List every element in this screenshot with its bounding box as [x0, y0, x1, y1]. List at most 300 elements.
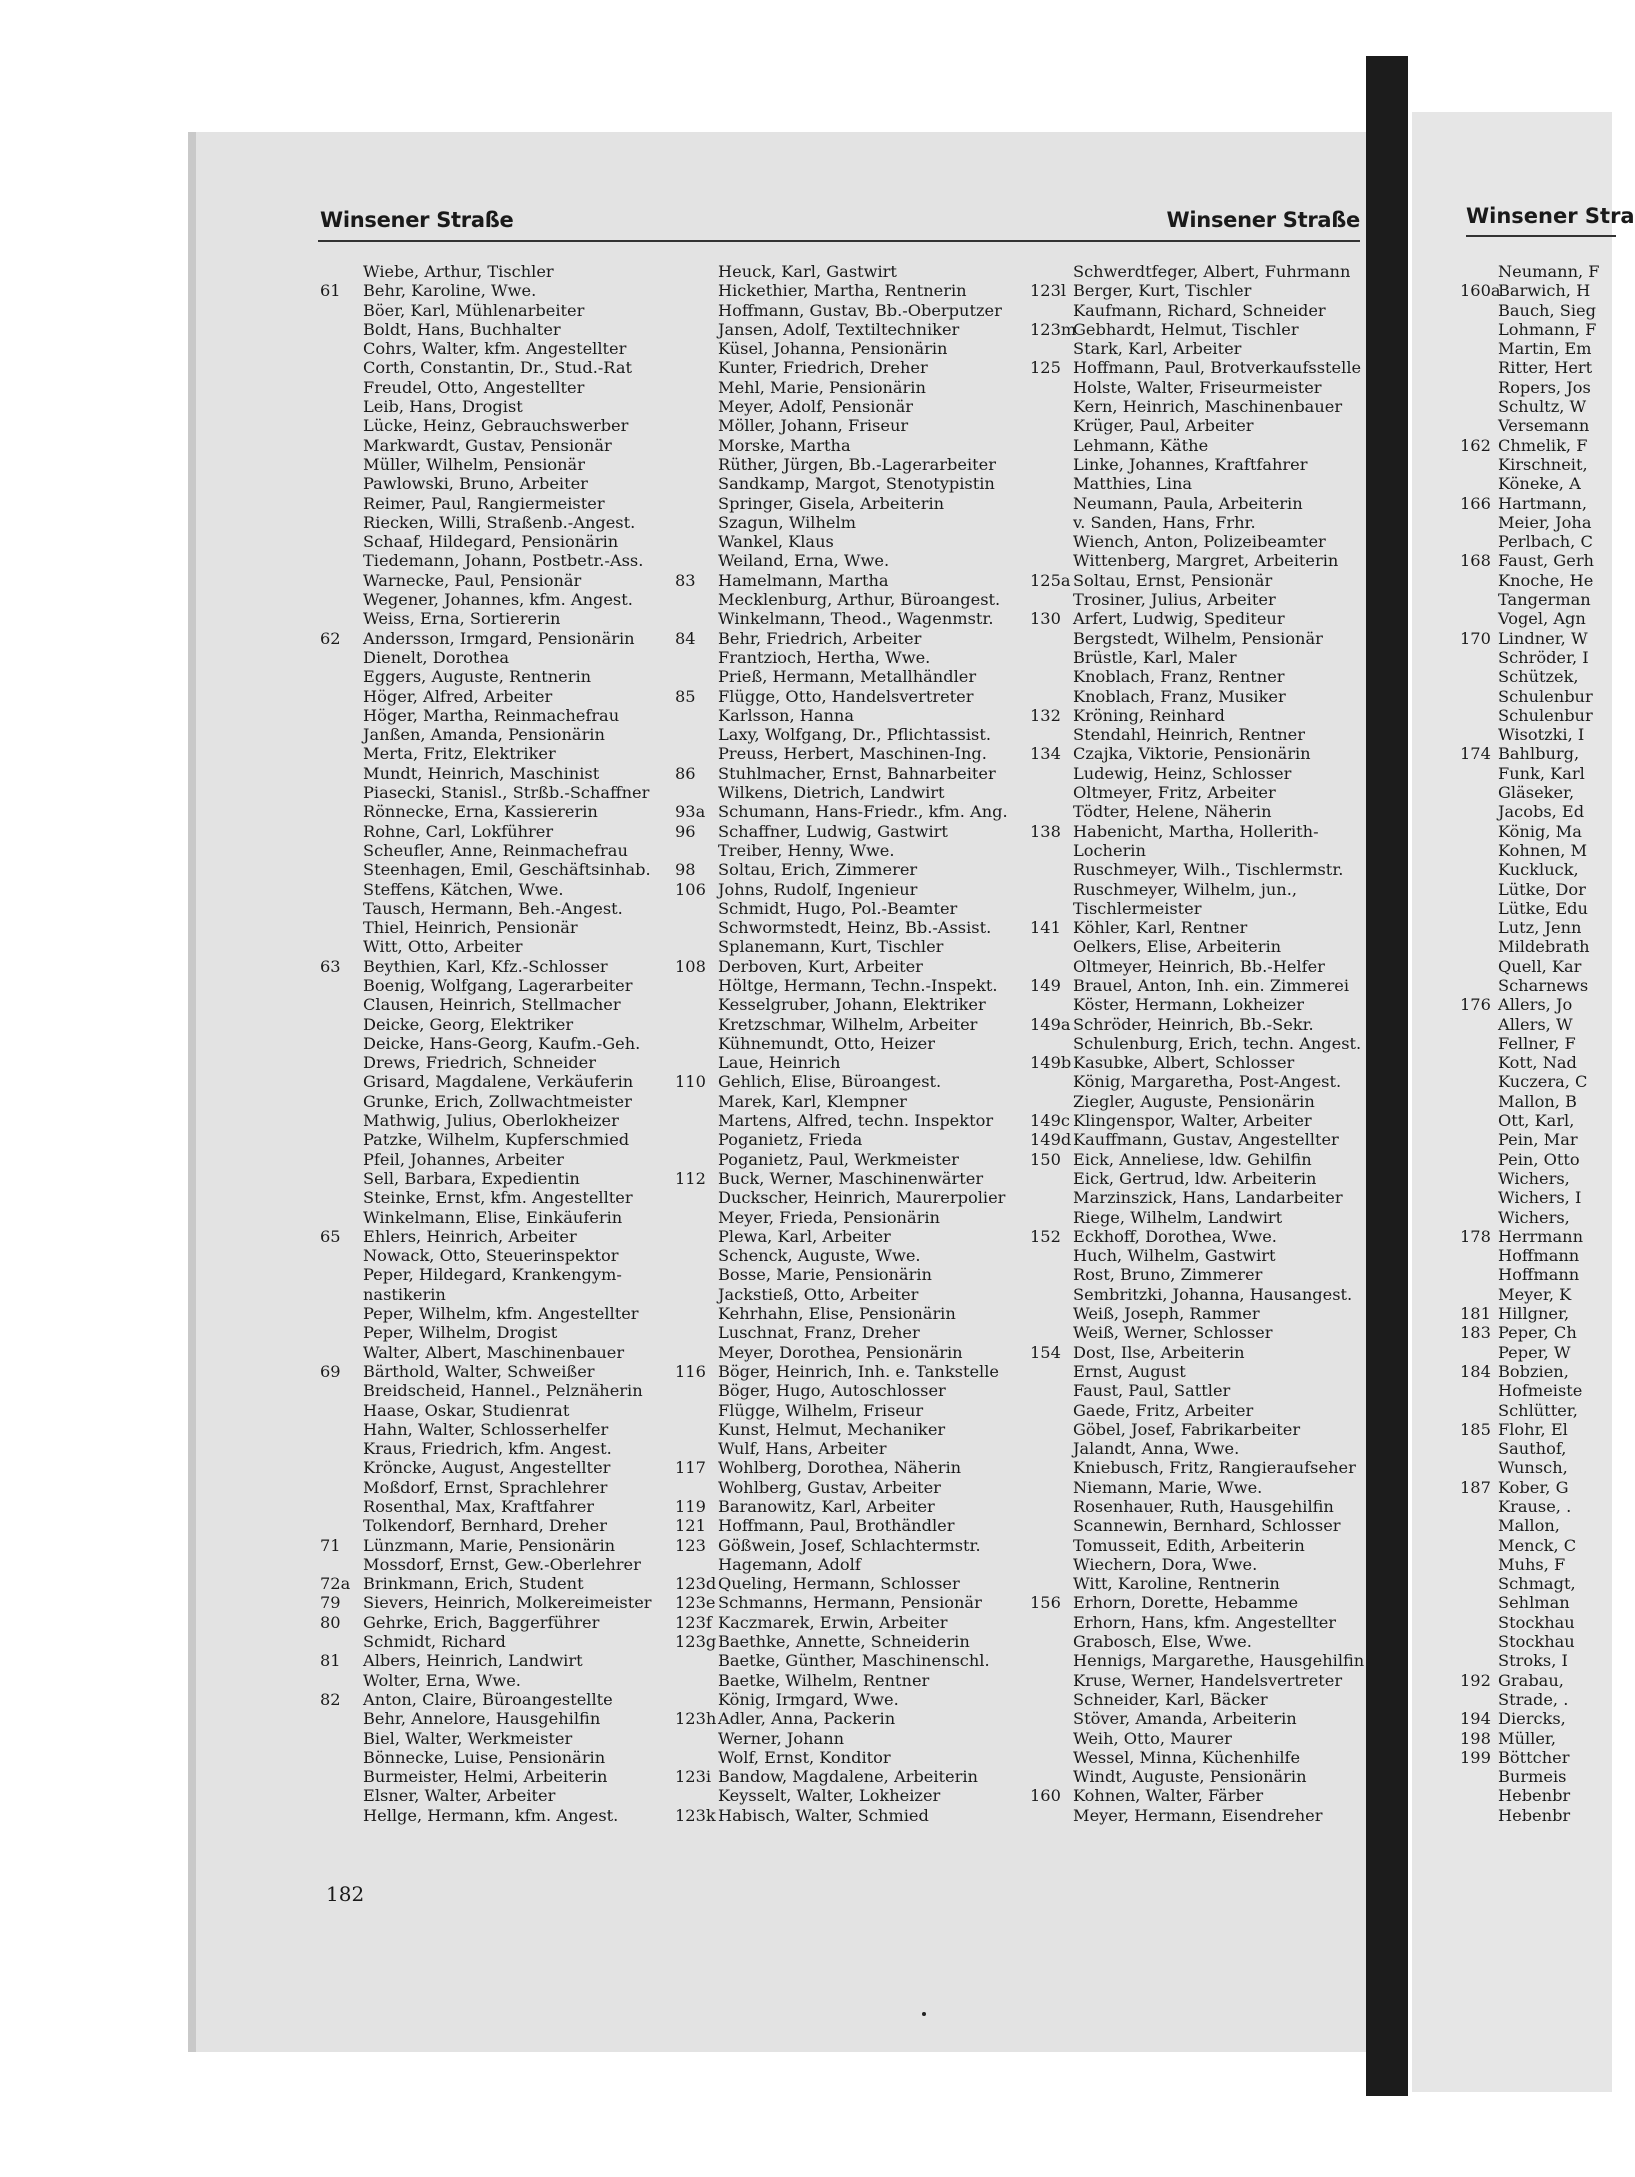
directory-entry	[675, 822, 1020, 841]
directory-entry	[1460, 378, 1620, 397]
resident-entry: Stöver, Amanda, Arbeiterin	[1073, 1709, 1297, 1729]
resident-entry: Biel, Walter, Werkmeister	[363, 1728, 573, 1748]
house-number: 108	[675, 956, 706, 976]
resident-entry: Sievers, Heinrich, Molkereimeister	[363, 1593, 652, 1613]
directory-entry	[320, 1516, 665, 1535]
resident-entry: Hofmeiste	[1498, 1381, 1583, 1401]
resident-entry: Müller,	[1498, 1728, 1557, 1748]
resident-entry: Werner, Johann	[718, 1728, 845, 1748]
directory-entry	[1030, 687, 1375, 706]
resident-entry: Kniebusch, Fritz, Rangieraufseher	[1073, 1458, 1356, 1478]
directory-entry	[675, 1401, 1020, 1420]
directory-entry	[1030, 571, 1375, 590]
resident-entry: Moßdorf, Ernst, Sprachlehrer	[363, 1477, 608, 1497]
resident-entry: Hoffmann, Paul, Brothändler	[718, 1516, 955, 1536]
directory-entry	[1460, 339, 1620, 358]
directory-entry	[675, 339, 1020, 358]
resident-entry: Riecken, Willi, Straßenb.-Angest.	[363, 512, 636, 532]
directory-entry	[1030, 1632, 1375, 1651]
directory-entry	[320, 416, 665, 435]
resident-entry: König, Irmgard, Wwe.	[718, 1689, 899, 1709]
resident-entry: Dienelt, Dorothea	[363, 647, 510, 667]
resident-entry: Peper, Hildegard, Krankengym-	[363, 1265, 622, 1285]
directory-entry	[320, 590, 665, 609]
resident-entry: Kruse, Werner, Handelsvertreter	[1073, 1670, 1343, 1690]
house-number: 199	[1460, 1747, 1491, 1767]
resident-entry: Bärthold, Walter, Schweißer	[363, 1361, 595, 1381]
directory-entry	[1460, 571, 1620, 590]
directory-entry	[320, 957, 665, 976]
directory-entry	[320, 1381, 665, 1400]
resident-entry: Muhs, F	[1498, 1554, 1566, 1574]
house-number: 71	[320, 1535, 341, 1555]
directory-entry	[1460, 1709, 1620, 1728]
directory-entry	[320, 1362, 665, 1381]
house-number: 123d	[675, 1574, 717, 1594]
directory-entry	[1030, 1709, 1375, 1728]
directory-entry	[320, 629, 665, 648]
directory-entry	[320, 744, 665, 763]
directory-entry	[1030, 1729, 1375, 1748]
directory-entry	[320, 513, 665, 532]
house-number: 93a	[675, 802, 706, 822]
directory-entry	[320, 1709, 665, 1728]
resident-entry: Wohlberg, Dorothea, Näherin	[718, 1458, 962, 1478]
resident-entry: Leib, Hans, Drogist	[363, 397, 523, 417]
resident-entry: Grabau,	[1498, 1670, 1564, 1690]
directory-entry	[1460, 1516, 1620, 1535]
resident-entry: Albers, Heinrich, Landwirt	[363, 1651, 583, 1671]
directory-entry	[1460, 1053, 1620, 1072]
resident-entry: Kohnen, M	[1498, 840, 1588, 860]
resident-entry: Schwormstedt, Heinz, Bb.-Assist.	[718, 918, 992, 938]
directory-entry	[320, 1208, 665, 1227]
resident-entry: Plewa, Karl, Arbeiter	[718, 1226, 891, 1246]
directory-entry	[320, 339, 665, 358]
directory-entry	[1460, 918, 1620, 937]
page-number: 182	[326, 1882, 365, 1906]
directory-entry	[675, 1497, 1020, 1516]
resident-entry: Küsel, Johanna, Pensionärin	[718, 339, 948, 359]
resident-entry: Winkelmann, Elise, Einkäuferin	[363, 1207, 623, 1227]
resident-entry: Soltau, Ernst, Pensionär	[1073, 570, 1273, 590]
resident-entry: Peper, Ch	[1498, 1323, 1577, 1343]
resident-entry: Sembritzki, Johanna, Hausangest.	[1073, 1284, 1353, 1304]
resident-entry: Warnecke, Paul, Pensionär	[363, 570, 582, 590]
directory-entry	[1460, 1632, 1620, 1651]
resident-entry: Jacobs, Ed	[1498, 802, 1585, 822]
directory-entry	[1030, 532, 1375, 551]
resident-entry: Haase, Oskar, Studienrat	[363, 1400, 570, 1420]
resident-entry: Marzinszick, Hans, Landarbeiter	[1073, 1188, 1343, 1208]
resident-entry: Rüther, Jürgen, Bb.-Lagerarbeiter	[718, 454, 996, 474]
resident-entry: Boenig, Wolfgang, Lagerarbeiter	[363, 975, 633, 995]
resident-entry: Peper, Wilhelm, Drogist	[363, 1323, 558, 1343]
resident-entry: Eick, Gertrud, ldw. Arbeiterin	[1073, 1168, 1317, 1188]
resident-entry: Hillgner,	[1498, 1304, 1570, 1324]
directory-entry	[1460, 1671, 1620, 1690]
directory-entry	[320, 725, 665, 744]
resident-entry: Steenhagen, Emil, Geschäftsinhab.	[363, 860, 651, 880]
resident-entry: Grabosch, Else, Wwe.	[1073, 1632, 1252, 1652]
resident-entry: Meyer, Adolf, Pensionär	[718, 397, 914, 417]
resident-entry: Hahn, Walter, Schlosserhelfer	[363, 1419, 609, 1439]
house-number: 154	[1030, 1342, 1061, 1362]
resident-entry: Niemann, Marie, Wwe.	[1073, 1477, 1263, 1497]
resident-entry: Laxy, Wolfgang, Dr., Pflichtassist.	[718, 725, 991, 745]
resident-entry: Mallon, B	[1498, 1091, 1577, 1111]
house-number: 119	[675, 1497, 706, 1516]
resident-entry: Wichers,	[1498, 1207, 1570, 1227]
resident-entry: Janßen, Amanda, Pensionärin	[363, 725, 605, 745]
resident-entry: Hebenbr	[1498, 1786, 1571, 1806]
directory-entry	[1030, 1246, 1375, 1265]
resident-entry: Szagun, Wilhelm	[718, 512, 857, 532]
resident-entry: Gebhardt, Helmut, Tischler	[1073, 319, 1299, 339]
house-number: 123e	[675, 1593, 716, 1613]
directory-entry	[1030, 1150, 1375, 1169]
resident-entry: Schmagt,	[1498, 1574, 1576, 1594]
resident-entry: Schützek,	[1498, 667, 1579, 687]
directory-entry	[1460, 1690, 1620, 1709]
resident-entry: Wisotzki, I	[1498, 725, 1585, 745]
directory-entry	[320, 1748, 665, 1767]
directory-entry	[1460, 1439, 1620, 1458]
resident-entry: Poganietz, Frieda	[718, 1130, 863, 1150]
house-number: 86	[675, 763, 696, 783]
directory-entry	[1460, 822, 1620, 841]
directory-entry	[675, 1208, 1020, 1227]
house-number: 152	[1030, 1226, 1061, 1246]
house-number: 178	[1460, 1226, 1491, 1246]
directory-entry	[1030, 1227, 1375, 1246]
directory-entry	[320, 1767, 665, 1786]
resident-entry: Stockhau	[1498, 1612, 1575, 1632]
resident-entry: Laue, Heinrich	[718, 1053, 841, 1073]
directory-entry	[1460, 1478, 1620, 1497]
resident-entry: Eick, Anneliese, ldw. Gehilfin	[1073, 1149, 1312, 1169]
resident-entry: Deicke, Georg, Elektriker	[363, 1014, 574, 1034]
directory-entry	[320, 1536, 665, 1555]
directory-entry	[1460, 1613, 1620, 1632]
resident-entry: Weih, Otto, Maurer	[1073, 1728, 1232, 1748]
resident-entry: Ott, Karl,	[1498, 1111, 1575, 1131]
directory-entry	[1460, 1034, 1620, 1053]
directory-entry	[1460, 687, 1620, 706]
directory-entry	[320, 436, 665, 455]
resident-entry: Eggers, Auguste, Rentnerin	[363, 667, 592, 687]
resident-entry: Hickethier, Martha, Rentnerin	[718, 281, 967, 301]
resident-entry: Knoblach, Franz, Musiker	[1073, 686, 1286, 706]
resident-entry: Schneider, Karl, Bäcker	[1073, 1689, 1268, 1709]
resident-entry: Höger, Martha, Reinmachefrau	[363, 705, 620, 725]
resident-entry: Klingenspor, Walter, Arbeiter	[1073, 1111, 1312, 1131]
resident-entry: Peper, Wilhelm, kfm. Angestellter	[363, 1304, 639, 1324]
resident-entry: Möller, Johann, Friseur	[718, 416, 909, 436]
directory-entry	[675, 783, 1020, 802]
directory-entry	[675, 1458, 1020, 1477]
resident-entry: Grunke, Erich, Zollwachtmeister	[363, 1091, 632, 1111]
directory-entry	[320, 995, 665, 1014]
resident-entry: Funk, Karl	[1498, 763, 1585, 783]
house-number: 123m	[1030, 319, 1077, 339]
resident-entry: Wiebe, Arthur, Tischler	[363, 262, 554, 281]
directory-entry	[320, 1265, 665, 1284]
resident-entry: Vogel, Agn	[1498, 609, 1586, 629]
directory-entry	[320, 918, 665, 937]
resident-entry: Trosiner, Julius, Arbeiter	[1073, 590, 1276, 610]
resident-entry: Kröning, Reinhard	[1073, 705, 1225, 725]
resident-entry: Stroks, I	[1498, 1651, 1568, 1671]
directory-entry	[675, 899, 1020, 918]
directory-entry	[1460, 995, 1620, 1014]
resident-entry: Steinke, Ernst, kfm. Angestellter	[363, 1188, 633, 1208]
resident-entry: Weiß, Joseph, Rammer	[1073, 1304, 1260, 1324]
directory-entry	[320, 262, 665, 281]
resident-entry: Böger, Hugo, Autoschlosser	[718, 1381, 946, 1401]
resident-entry: Wohlberg, Gustav, Arbeiter	[718, 1477, 941, 1497]
resident-entry: Scheufler, Anne, Reinmachefrau	[363, 840, 628, 860]
resident-entry: Cohrs, Walter, kfm. Angestellter	[363, 339, 627, 359]
resident-entry: Menck, C	[1498, 1535, 1577, 1555]
directory-entry	[320, 976, 665, 995]
resident-entry: Behr, Friedrich, Arbeiter	[718, 628, 922, 648]
resident-entry: Wolter, Erna, Wwe.	[363, 1670, 521, 1690]
resident-entry: Gläseker,	[1498, 783, 1575, 803]
directory-entry	[320, 1034, 665, 1053]
resident-entry: Ruschmeyer, Wilh., Tischlermstr.	[1073, 860, 1344, 880]
resident-entry: Wichers,	[1498, 1168, 1570, 1188]
directory-entry	[1460, 841, 1620, 860]
directory-entry	[1460, 706, 1620, 725]
page-edge-shadow	[188, 132, 196, 2052]
directory-entry	[1460, 1555, 1620, 1574]
resident-entry: Göbel, Josef, Fabrikarbeiter	[1073, 1419, 1301, 1439]
next-page-header-rule	[1466, 235, 1616, 237]
directory-entry	[675, 1362, 1020, 1381]
house-number: 96	[675, 821, 696, 841]
directory-entry	[1460, 725, 1620, 744]
resident-entry: Ritter, Hert	[1498, 358, 1593, 378]
directory-entry	[1030, 1516, 1375, 1535]
directory-entry	[1030, 1767, 1375, 1786]
directory-entry	[1460, 301, 1620, 320]
directory-column-3	[1030, 262, 1375, 1825]
directory-entry	[320, 937, 665, 956]
directory-entry	[1460, 1092, 1620, 1111]
directory-entry	[1460, 1729, 1620, 1748]
directory-entry	[1030, 378, 1375, 397]
directory-entry	[320, 1574, 665, 1593]
house-number: 156	[1030, 1593, 1061, 1613]
resident-entry: Weiß, Werner, Schlosser	[1073, 1323, 1273, 1343]
directory-entry	[675, 706, 1020, 725]
resident-entry: Bandow, Magdalene, Arbeiterin	[718, 1767, 978, 1787]
resident-entry: Tödter, Helene, Näherin	[1073, 802, 1272, 822]
resident-entry: Hellge, Hermann, kfm. Angest.	[363, 1805, 619, 1825]
resident-entry: Corth, Constantin, Dr., Stud.-Rat	[363, 358, 633, 378]
directory-entry	[1460, 667, 1620, 686]
directory-entry	[1460, 1304, 1620, 1323]
resident-entry: Schröder, I	[1498, 647, 1589, 667]
resident-entry: Stendahl, Heinrich, Rentner	[1073, 725, 1305, 745]
directory-entry	[675, 1169, 1020, 1188]
resident-entry: Hagemann, Adolf	[718, 1554, 861, 1574]
resident-entry: Krüger, Paul, Arbeiter	[1073, 416, 1254, 436]
directory-entry	[1030, 764, 1375, 783]
directory-entry	[320, 1053, 665, 1072]
directory-entry	[1460, 455, 1620, 474]
directory-entry	[1460, 860, 1620, 879]
directory-entry	[320, 764, 665, 783]
resident-entry: Mundt, Heinrich, Maschinist	[363, 763, 600, 783]
directory-entry	[1460, 494, 1620, 513]
house-number: 134	[1030, 744, 1061, 764]
resident-entry: Scannewin, Bernhard, Schlosser	[1073, 1516, 1341, 1536]
directory-entry	[320, 1150, 665, 1169]
resident-entry: Baethke, Annette, Schneiderin	[718, 1632, 970, 1652]
resident-entry: Höger, Alfred, Arbeiter	[363, 686, 553, 706]
directory-entry	[1030, 358, 1375, 377]
directory-entry	[320, 551, 665, 570]
resident-entry: Neumann, Paula, Arbeiterin	[1073, 493, 1303, 513]
resident-entry: Rönnecke, Erna, Kassiererin	[363, 802, 598, 822]
house-number: 149	[1030, 975, 1061, 995]
resident-entry: Gößwein, Josef, Schlachtermstr.	[718, 1535, 981, 1555]
resident-entry: Riege, Wilhelm, Landwirt	[1073, 1207, 1283, 1227]
house-number: 117	[675, 1458, 706, 1478]
directory-entry	[675, 1632, 1020, 1651]
directory-entry	[1030, 1208, 1375, 1227]
resident-entry: Wunsch,	[1498, 1458, 1568, 1478]
resident-entry: Windt, Auguste, Pensionärin	[1073, 1767, 1307, 1787]
directory-entry	[675, 1767, 1020, 1786]
resident-entry: Lutz, Jenn	[1498, 918, 1582, 938]
resident-entry: Lindner, W	[1498, 628, 1588, 648]
resident-entry: Lohmann, F	[1498, 319, 1597, 339]
resident-entry: Kober, G	[1498, 1477, 1569, 1497]
resident-entry: Kesselgruber, Johann, Elektriker	[718, 995, 986, 1015]
directory-entry	[675, 1343, 1020, 1362]
directory-entry	[1460, 648, 1620, 667]
house-number: 85	[675, 686, 696, 706]
directory-entry	[320, 899, 665, 918]
house-number: 112	[675, 1168, 706, 1188]
house-number: 162	[1460, 435, 1491, 455]
directory-entry	[675, 1478, 1020, 1497]
resident-entry: Wankel, Klaus	[718, 532, 834, 552]
resident-entry: Flohr, El	[1498, 1419, 1568, 1439]
directory-entry	[1030, 513, 1375, 532]
directory-entry	[1030, 1786, 1375, 1805]
resident-entry: Heuck, Karl, Gastwirt	[718, 262, 897, 281]
directory-entry	[675, 1516, 1020, 1535]
directory-entry	[675, 1613, 1020, 1632]
directory-entry	[675, 532, 1020, 551]
directory-entry	[1030, 1651, 1375, 1670]
directory-entry	[1460, 1748, 1620, 1767]
resident-entry: Meyer, K	[1498, 1284, 1572, 1304]
directory-entry	[1460, 397, 1620, 416]
house-number: 123h	[675, 1709, 717, 1729]
directory-entry	[675, 358, 1020, 377]
resident-entry: Allers, W	[1498, 1014, 1573, 1034]
directory-entry	[1030, 783, 1375, 802]
resident-entry: Oltmeyer, Fritz, Arbeiter	[1073, 783, 1276, 803]
directory-entry	[1030, 1304, 1375, 1323]
directory-entry	[1030, 436, 1375, 455]
resident-entry: Rohne, Carl, Lokführer	[363, 821, 554, 841]
resident-entry: Scharnews	[1498, 975, 1589, 995]
directory-entry	[675, 1651, 1020, 1670]
resident-entry: Schmidt, Hugo, Pol.-Beamter	[718, 898, 958, 918]
directory-entry	[320, 1729, 665, 1748]
resident-entry: König, Margaretha, Post-Angest.	[1073, 1072, 1342, 1092]
resident-entry: Wegener, Johannes, kfm. Angest.	[363, 590, 633, 610]
directory-entry	[1030, 1690, 1375, 1709]
directory-entry	[1030, 744, 1375, 763]
resident-entry: Schaffner, Ludwig, Gastwirt	[718, 821, 948, 841]
directory-entry	[1030, 1343, 1375, 1362]
resident-entry: Versemann	[1498, 416, 1590, 436]
resident-entry: Meyer, Dorothea, Pensionärin	[718, 1342, 963, 1362]
resident-entry: Dost, Ilse, Arbeiterin	[1073, 1342, 1245, 1362]
directory-entry	[320, 648, 665, 667]
resident-entry: Clausen, Heinrich, Stellmacher	[363, 995, 621, 1015]
resident-entry: Sell, Barbara, Expedientin	[363, 1168, 580, 1188]
resident-entry: Splanemann, Kurt, Tischler	[718, 937, 944, 957]
directory-entry	[320, 1593, 665, 1612]
resident-entry: Tausch, Hermann, Beh.-Angest.	[363, 898, 623, 918]
directory-entry	[675, 281, 1020, 300]
resident-entry: Nowack, Otto, Steuerinspektor	[363, 1246, 619, 1266]
directory-entry	[1030, 1188, 1375, 1207]
house-number: 121	[675, 1516, 706, 1536]
resident-entry: Hoffmann, Paul, Brotverkaufsstelle	[1073, 358, 1362, 378]
house-number: 185	[1460, 1419, 1491, 1439]
directory-entry	[320, 860, 665, 879]
directory-entry	[320, 687, 665, 706]
resident-entry: Hartmann,	[1498, 493, 1588, 513]
resident-entry: Markwardt, Gustav, Pensionär	[363, 435, 612, 455]
directory-entry	[675, 629, 1020, 648]
directory-entry	[320, 841, 665, 860]
directory-entry	[675, 841, 1020, 860]
house-number: 62	[320, 628, 341, 648]
directory-entry	[675, 1439, 1020, 1458]
directory-entry	[1460, 783, 1620, 802]
directory-entry	[1460, 1536, 1620, 1555]
directory-entry	[1030, 880, 1375, 899]
directory-entry	[1460, 1458, 1620, 1477]
resident-entry: Habisch, Walter, Schmied	[718, 1805, 929, 1825]
directory-entry	[320, 1651, 665, 1670]
directory-entry	[320, 880, 665, 899]
directory-entry	[1460, 1111, 1620, 1130]
resident-entry: Buck, Werner, Maschinenwärter	[718, 1168, 984, 1188]
resident-entry: Patzke, Wilhelm, Kupferschmied	[363, 1130, 630, 1150]
directory-entry	[320, 706, 665, 725]
house-number: 123k	[675, 1805, 716, 1825]
resident-entry: Köster, Hermann, Lokheizer	[1073, 995, 1304, 1015]
resident-entry: Walter, Albert, Maschinenbauer	[363, 1342, 625, 1362]
directory-entry	[1460, 1227, 1620, 1246]
directory-entry	[675, 1786, 1020, 1805]
directory-entry	[1030, 281, 1375, 300]
directory-entry	[1030, 860, 1375, 879]
directory-entry	[320, 1072, 665, 1091]
resident-entry: Hoffmann	[1498, 1265, 1580, 1285]
